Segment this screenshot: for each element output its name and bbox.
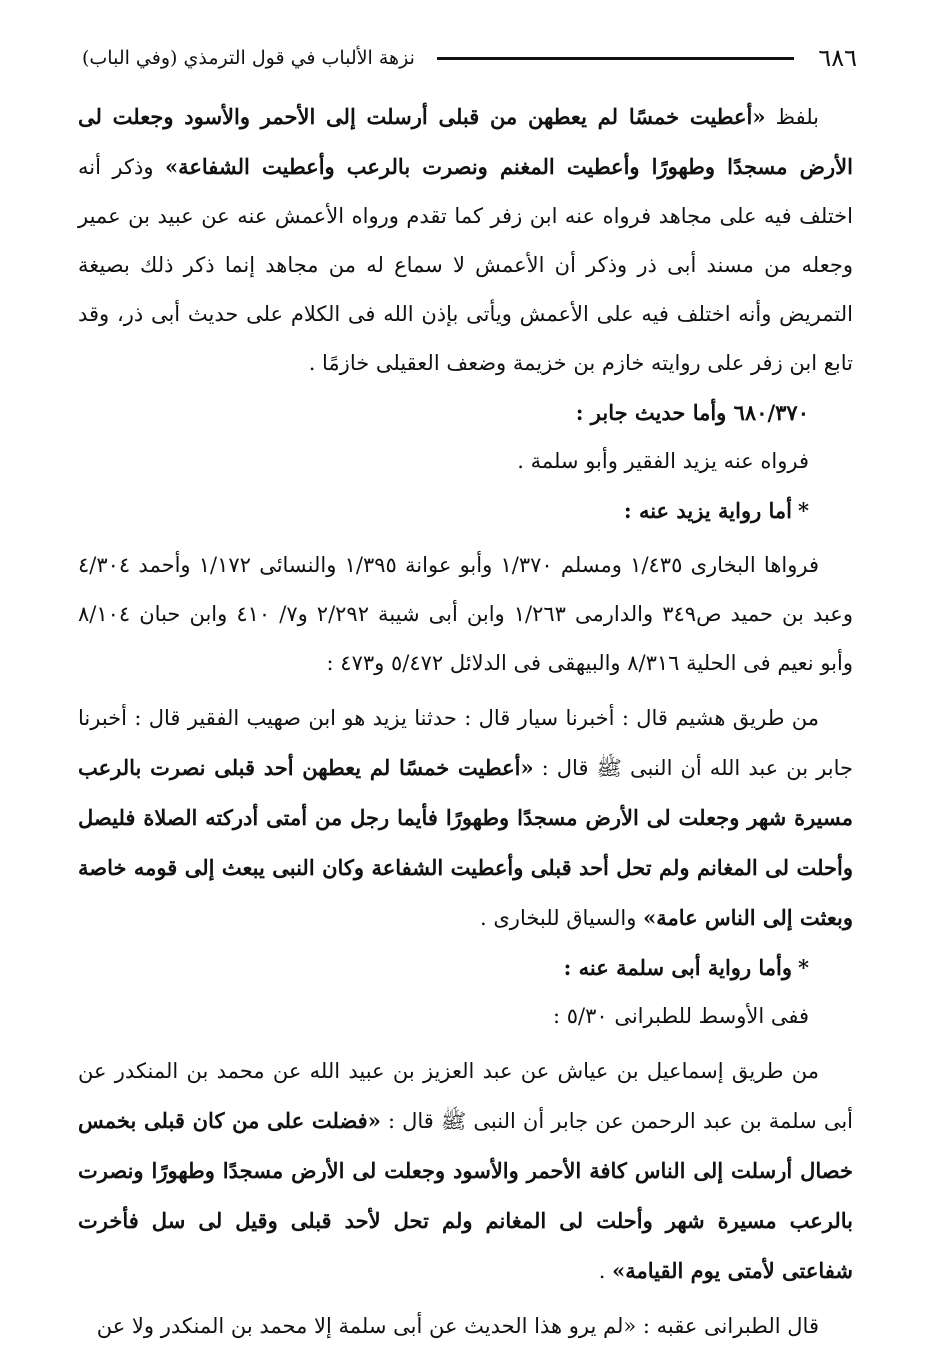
subheading-abu-salama [78,943,853,992]
text-run: بلفظ [765,105,819,129]
section-heading-jabir: ٦٨٠/٣٧٠ وأما حديث جابر : [575,400,809,425]
page-body [78,92,853,1351]
star-marker: * [798,955,809,980]
page-header [82,38,857,78]
quoted-hadith: «أعطيت خمسًا لم يعطهن أحد قبلى نصرت بالرعب مسيرة شهر وجعلت لى الأرض مسجدًا وطهورًا فأيما رجل من أمتى أدركته الصلاة فليصل وأحلت لى المغانم ولم تحل أحد قبلى وأعطيت الشفاعة وكان النبى يبعث إلى قومه خاصة وبعثت إلى الناس عامة» [78,755,853,930]
page-number: ٦٨٦ [818,44,857,72]
running-title: نزهة الألباب في قول الترمذي (وفي الباب) [82,47,415,69]
paragraph-hushaym-chain [78,694,853,943]
subheading-text: أما رواية يزيد عنه : [623,498,793,523]
header-rule [437,57,794,60]
subheading-yazid [78,486,853,535]
paragraph-ismail-chain [78,1047,853,1296]
paragraph-sources: فرواها البخارى ١/٤٣٥ ومسلم ١/٣٧٠ وأبو عوانة ١/٣٩٥ والنسائى ١/١٧٢ وأحمد ٤/٣٠٤ وعبد بن حميد ص٣٤٩ والدارمى ١/٢٦٣ وابن أبى شيبة ٢/٢٩٢ و٧/ ٤١٠ وابن حبان ٨/١٠٤ وأبو نعيم فى الحلية ٨/٣١٦ والبيهقى فى الدلائل ٥/٤٧٢ و٤٧٣ : [78,553,853,675]
text-run: من طريق إسماعيل بن عياش عن عبد العزيز بن عبيد الله عن محمد بن المنكدر عن أبى سلمة بن عبد الرحمن عن جابر أن النبى ﷺ قال : [78,1059,854,1133]
text-run: وذكر أنه اختلف فيه على مجاهد فرواه عنه ابن زفر كما تقدم ورواه الأعمش عنه عن عبيد بن عمير وجعله من مسند أبى ذر وذكر أن الأعمش لا سماع له من مجاهد إنما ذكر ذلك بصيغة التمريض وأنه اختلف فيه على الأعمش ويأتى بإذن الله فى الكلام على حديث أبى ذر، وقد تابع ابن زفر على روايته خازم بن خزيمة وضعف العقيلى خازمًا . [78,155,853,375]
text-run: والسياق للبخارى . [480,906,644,930]
paragraph-narrators: فرواه عنه يزيد الفقير وأبو سلمة . [517,449,809,473]
text-run: من طريق هشيم قال : أخبرنا سيار قال : حدثنا يزيد هو ابن صهيب الفقير قال : أخبرنا جابر بن عبد الله أن النبى ﷺ قال : [78,706,853,780]
text-run: . [598,1259,613,1283]
quoted-hadith: «فضلت على من كان قبلى بخمس خصال أرسلت إلى الناس كافة الأحمر والأسود وجعلت لى الأرض مسجدًا وطهورًا ونصرت بالرعب مسيرة شهر وأحلت لى المغانم ولم تحل لأحد قبلى وقيل لى سل فأخرت شفاعتى لأمتى يوم القيامة» [78,1108,853,1283]
paragraph-awsat: ففى الأوسط للطبرانى ٥/٣٠ : [552,1004,809,1028]
paragraph-tabarani-comment: قال الطبرانى عقبه : «لم يرو هذا الحديث عن أبى سلمة إلا محمد بن المنكدر ولا عن [96,1314,819,1338]
quoted-hadith: «أعطيت خمسًا لم يعطهن من قبلى أرسلت إلى الأحمر والأسود وجعلت لى الأرض مسجدًا وطهورًا وأعطيت المغنم ونصرت بالرعب وأعطيت الشفاعة» [78,104,853,179]
subheading-text: وأما رواية أبى سلمة عنه : [563,955,793,980]
star-marker: * [798,498,809,523]
paragraph-intro [78,92,853,388]
